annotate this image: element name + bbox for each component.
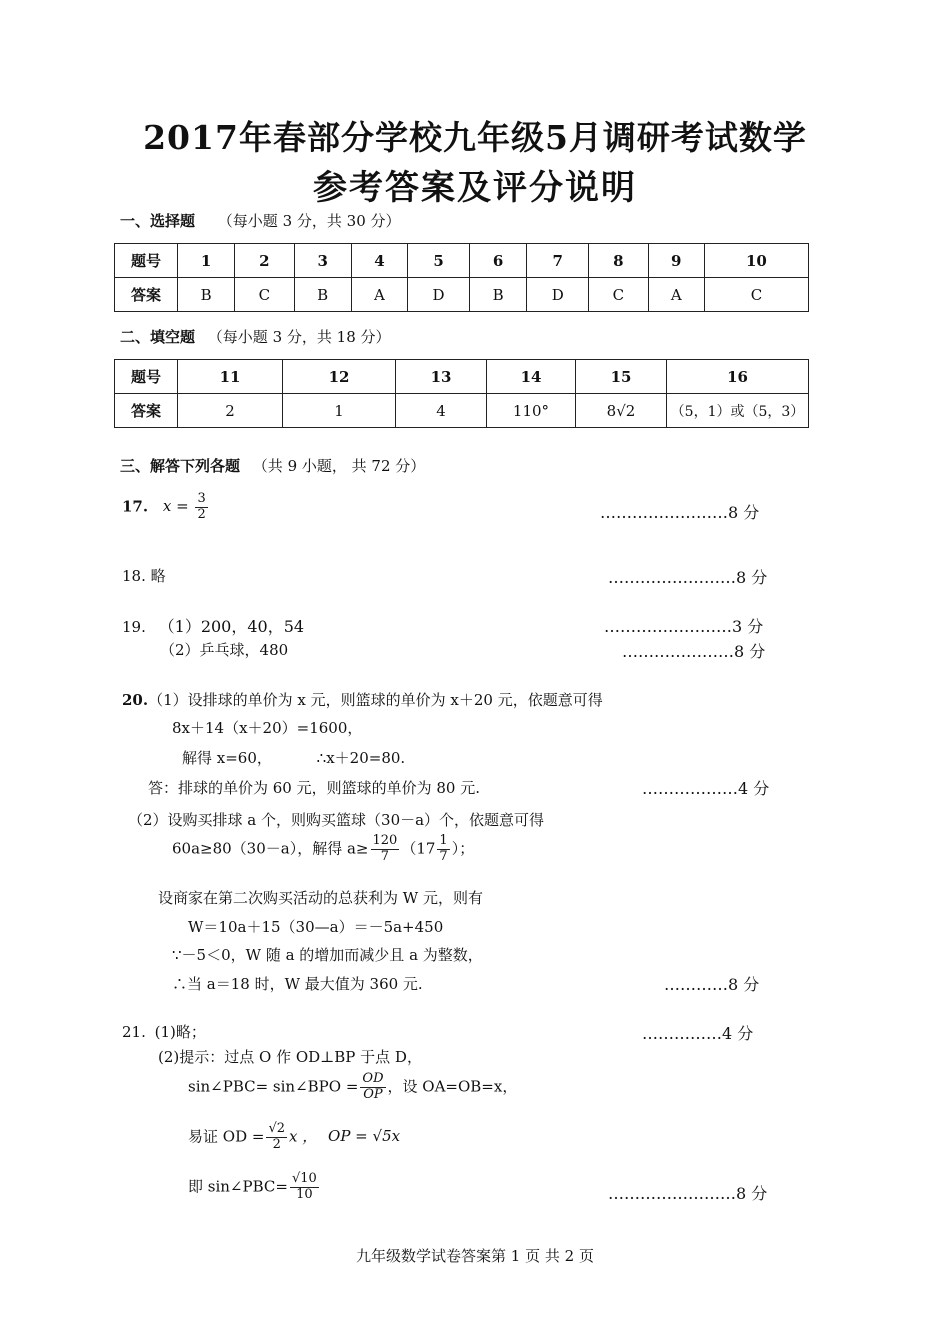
section1-note: （每小题 3 分，共 30 分） [217, 212, 401, 230]
fill-answer-table [114, 359, 809, 428]
fill-number: 11 [178, 360, 283, 394]
q21-fraction-od-op [360, 1072, 385, 1103]
q20-part2-setup: （2）设购买排球 a 个，则购买篮球（30－a）个，依题意可得 [128, 811, 545, 829]
q21-line-1 [122, 1021, 206, 1042]
choice-number: 4 [351, 244, 407, 278]
fill-answer: 110° [487, 394, 576, 428]
q18-score: ……………………8 分 [608, 568, 768, 587]
q20-mixed-number-open: （17 [401, 839, 436, 858]
q17-fraction [195, 492, 207, 523]
fill-number: 13 [396, 360, 487, 394]
q17-number: 17. [122, 497, 149, 516]
section3-note: （共 9 小题， 共 72 分） [252, 457, 426, 475]
fill-number: 15 [576, 360, 667, 394]
title-line-1: 2017年春部分学校九年级5月调研考试数学 [143, 118, 807, 157]
section3-heading [120, 455, 425, 476]
q19-line-1 [122, 614, 304, 637]
q21-frac-2: 2 [272, 1136, 281, 1152]
choice-number: 5 [408, 244, 470, 278]
choice-number: 10 [704, 244, 808, 278]
q18-text: 略 [150, 567, 166, 585]
choice-answer-label: 答案 [115, 278, 178, 312]
section2-heading [120, 326, 391, 347]
choice-answer: C [235, 278, 294, 312]
q17-fraction-numerator: 3 [197, 491, 206, 506]
choice-header-label: 题号 [115, 244, 178, 278]
choice-answer: A [648, 278, 704, 312]
fill-answer: 2 [178, 394, 283, 428]
choice-number: 9 [648, 244, 704, 278]
q19-part1: （1）200，40，54 [158, 617, 305, 636]
q21-op-value: OP = √5x [328, 1127, 401, 1146]
q20-score-1: ………………4 分 [642, 779, 770, 798]
fill-number-row [115, 360, 809, 394]
q20-equation: 8x＋14（x＋20）=1600， [172, 719, 363, 737]
fill-answer-row [115, 394, 809, 428]
section1-label: 一、选择题 [120, 212, 196, 230]
fill-header-label: 题号 [115, 360, 178, 394]
q21-frac-root10: √10 [291, 1171, 317, 1186]
q20-line-1 [122, 689, 603, 710]
q21-result-text: 即 sin∠PBC= [188, 1177, 288, 1196]
q21-proof-line [188, 1122, 400, 1153]
q18-answer [122, 565, 166, 586]
choice-number: 3 [294, 244, 351, 278]
q21-part1: (1)略； [154, 1023, 206, 1041]
q20-solve-basketball: ∴x＋20=80. [316, 749, 406, 767]
q20-solve-x: 解得 x=60， [182, 749, 272, 767]
q19-score-1: ……………………3 分 [604, 617, 764, 636]
q20-fraction-120-7 [371, 834, 400, 865]
choice-answer: D [527, 278, 589, 312]
title-line-2: 参考答案及评分说明 [313, 168, 637, 208]
choice-number: 6 [470, 244, 527, 278]
q21-result [188, 1172, 321, 1203]
q21-frac-root2: √2 [268, 1121, 285, 1136]
fill-answer: 4 [396, 394, 487, 428]
choice-number: 2 [235, 244, 294, 278]
q20-frac2-numerator: 1 [439, 833, 448, 848]
q17-score: ……………………8 分 [600, 503, 760, 522]
q20-solution [182, 747, 405, 768]
q20-profit-setup: 设商家在第二次购买活动的总获利为 W 元，则有 [158, 889, 483, 907]
q20-profit-function: W＝10a＋15（30—a）＝－5a+450 [188, 918, 444, 936]
q19-score-2: …………………8 分 [622, 642, 766, 661]
q19-number: 19. [122, 618, 146, 636]
q21-sine-relation [188, 1072, 517, 1103]
q20-conclusion: ∴当 a＝18 时，W 最大值为 360 元. [172, 975, 423, 993]
fill-answer: 1 [283, 394, 396, 428]
q18-number: 18. [122, 567, 146, 585]
q21-sine-text: sin∠PBC= sin∠BPO = [188, 1077, 359, 1096]
q20-part1-setup: （1）设排球的单价为 x 元，则篮球的单价为 x＋20 元，依题意可得 [148, 691, 603, 709]
fill-number: 14 [487, 360, 576, 394]
q21-score-2: ……………………8 分 [608, 1184, 768, 1203]
q21-fraction-root2-2 [266, 1122, 287, 1153]
q20-score-2: …………8 分 [664, 975, 760, 994]
choice-number-row [115, 244, 809, 278]
q21-frac-od: OD [362, 1071, 384, 1086]
q17-expression: x = [162, 497, 189, 516]
q21-fraction-root10-10 [290, 1172, 319, 1203]
choice-answer-row [115, 278, 809, 312]
q21-number: 21. [122, 1023, 146, 1041]
q21-hint: (2)提示：过点 O 作 OD⊥BP 于点 D， [158, 1048, 422, 1066]
q20-number: 20. [122, 691, 149, 709]
q21-frac-op: OP [363, 1086, 383, 1102]
q17-answer [122, 492, 210, 523]
fill-answer-label: 答案 [115, 394, 178, 428]
choice-answer: B [294, 278, 351, 312]
choice-answer: D [408, 278, 470, 312]
q21-assume: ，设 OA=OB=x， [387, 1077, 518, 1096]
q20-part1-answer: 答：排球的单价为 60 元，则篮球的单价为 80 元. [148, 779, 481, 797]
section3-label: 三、解答下列各题 [120, 457, 241, 475]
q20-frac2-denominator: 7 [439, 848, 448, 864]
choice-number: 1 [178, 244, 235, 278]
q20-reasoning: ∵－5＜0，W 随 a 的增加而减少且 a 为整数， [172, 946, 483, 964]
q17-fraction-denominator: 2 [197, 506, 206, 522]
q20-fraction-1-7 [437, 834, 449, 865]
q20-frac1-denominator: 7 [380, 848, 390, 864]
choice-number: 8 [589, 244, 648, 278]
fill-answer: （5，1）或（5，3） [667, 394, 809, 428]
choice-answer: B [470, 278, 527, 312]
q20-inequality-text: 60a≥80（30－a），解得 a≥ [172, 839, 369, 858]
choice-answer: C [589, 278, 648, 312]
fill-number: 12 [283, 360, 396, 394]
section2-label: 二、填空题 [120, 328, 196, 346]
section2-note: （每小题 3 分，共 18 分） [207, 328, 391, 346]
choice-answer: C [704, 278, 808, 312]
fill-number: 16 [667, 360, 809, 394]
page-footer: 九年级数学试卷答案第 1 页 共 2 页 [356, 1247, 594, 1265]
fill-answer: 8√2 [576, 394, 667, 428]
q21-prove-od: 易证 OD = [188, 1127, 265, 1146]
q19-part2: （2）乒乓球，480 [160, 641, 289, 659]
section1-heading [120, 210, 401, 231]
choice-answer: B [178, 278, 235, 312]
q21-score-1: ……………4 分 [642, 1024, 754, 1043]
q21-od-x: x ， [289, 1127, 318, 1146]
q21-frac-10: 10 [296, 1186, 313, 1202]
choice-answer-table [114, 243, 809, 312]
q20-frac1-numerator: 120 [372, 833, 398, 848]
choice-number: 7 [527, 244, 589, 278]
q20-mixed-number-close: ）； [451, 839, 475, 858]
choice-answer: A [351, 278, 407, 312]
q20-inequality [172, 834, 474, 865]
